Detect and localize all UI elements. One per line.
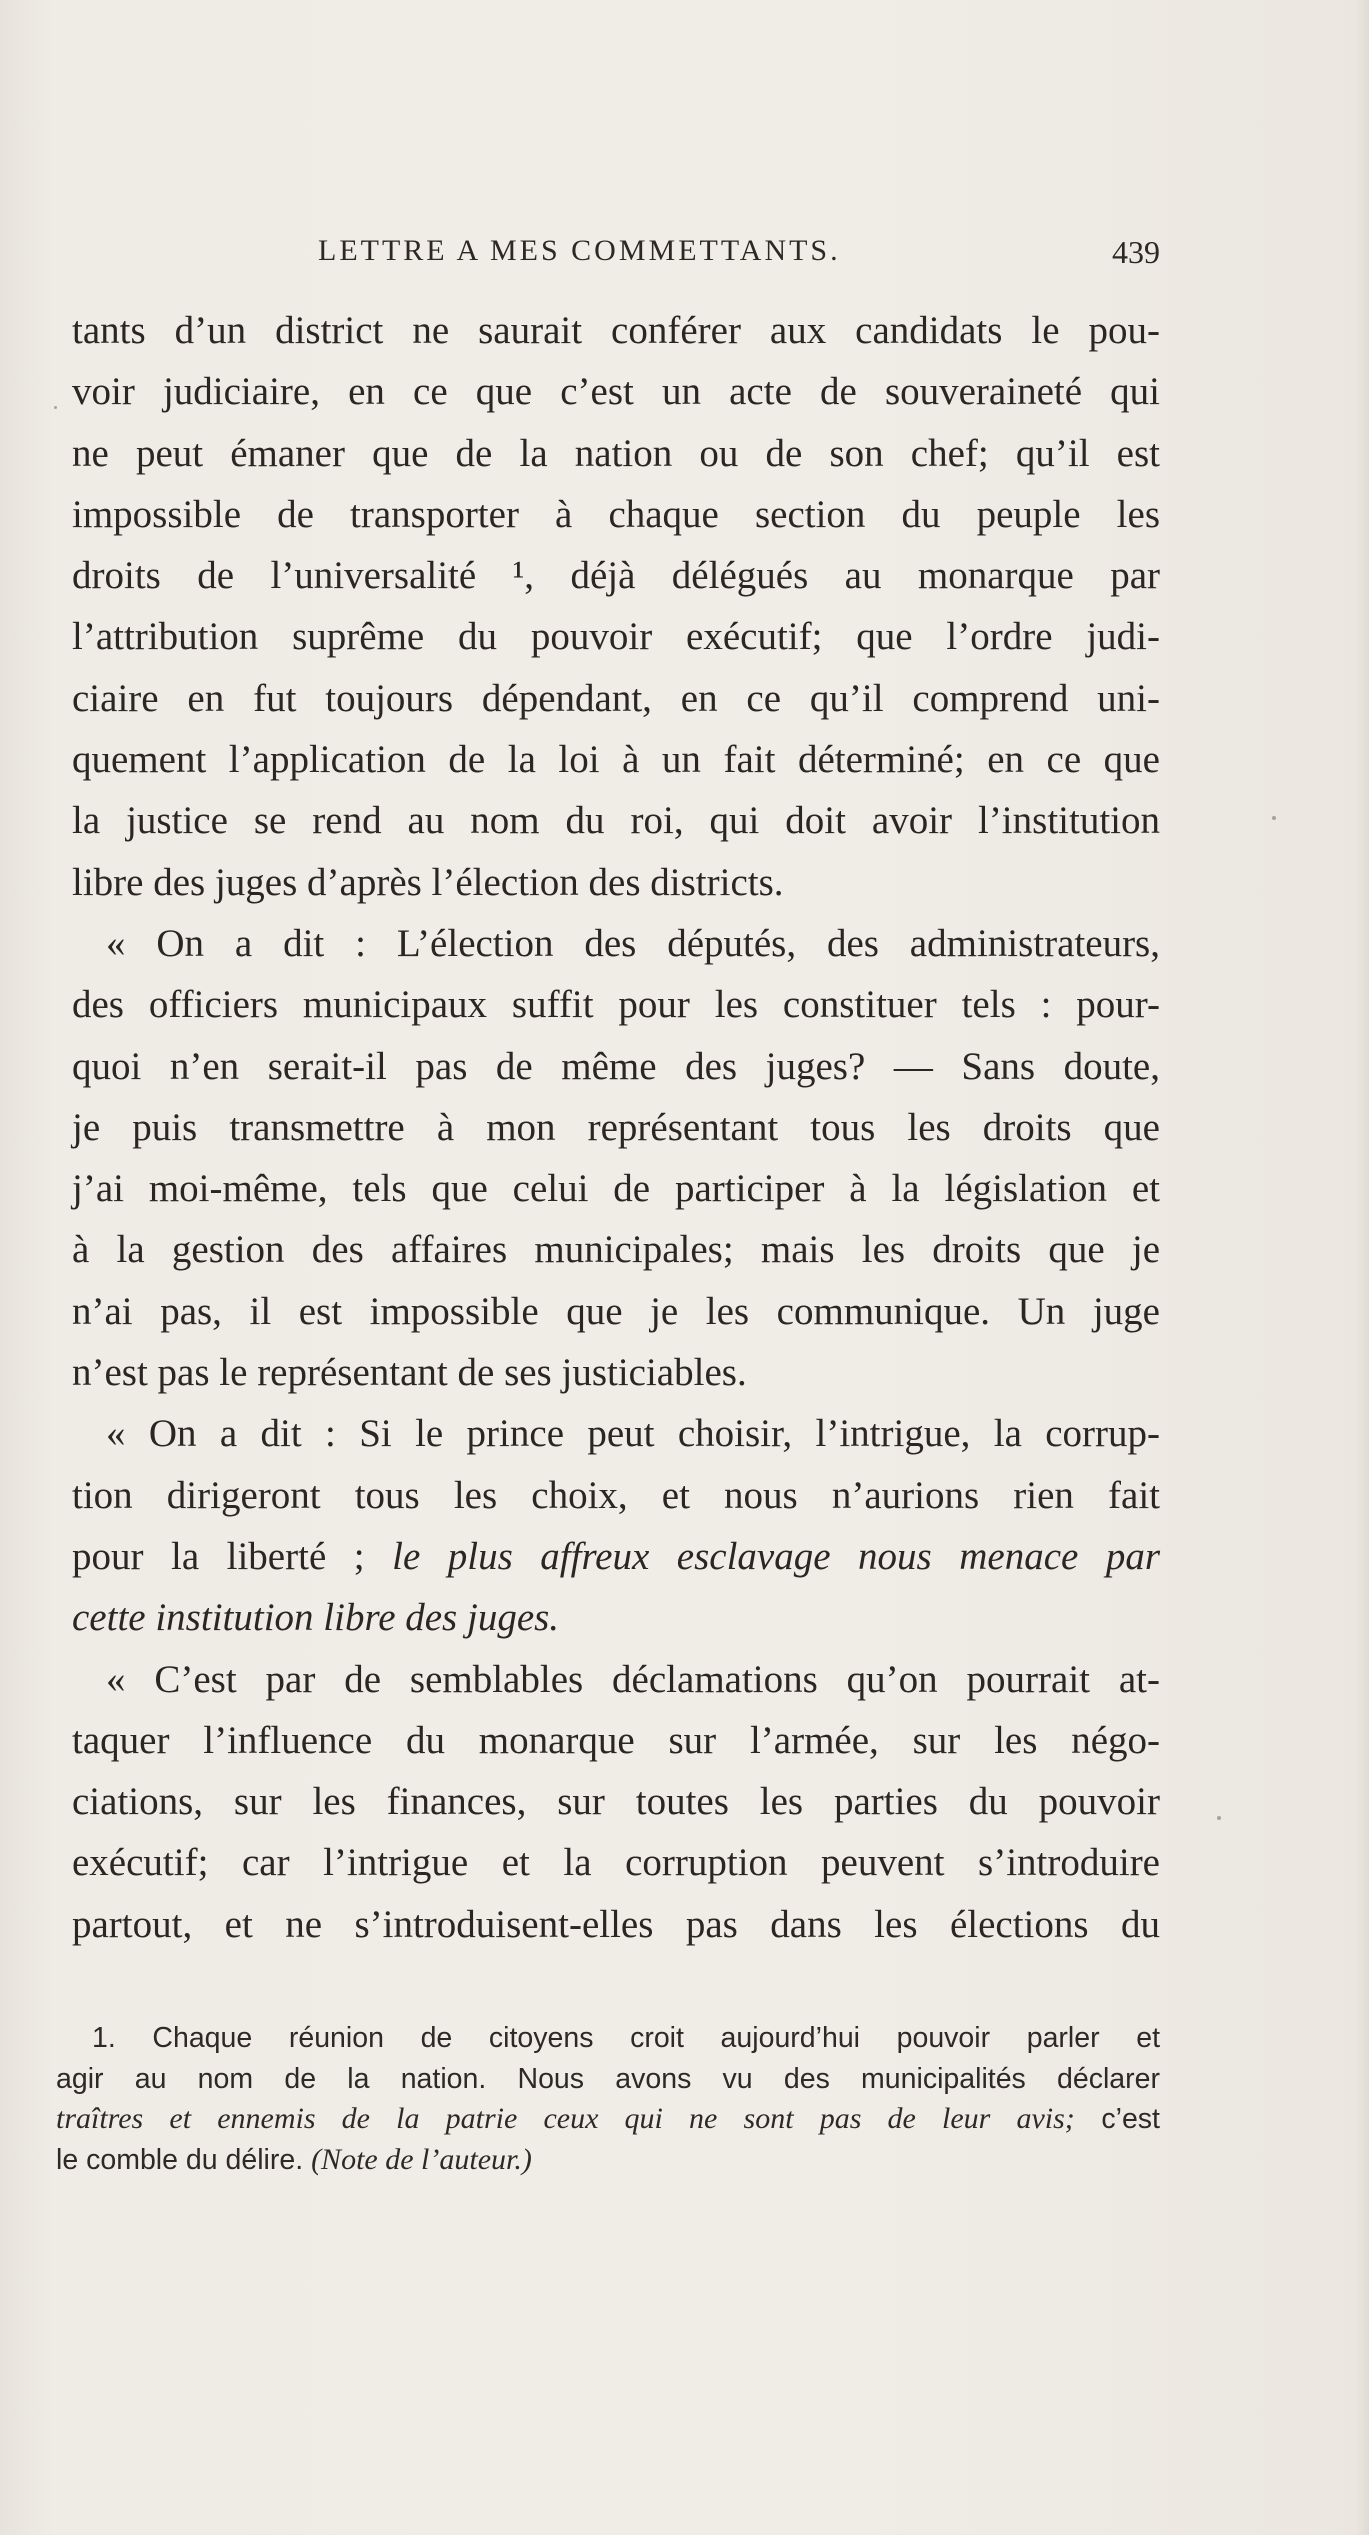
text-line: je puis transmettre à mon représentant tous les droits que xyxy=(72,1105,1160,1149)
footnotes xyxy=(56,2018,1160,2180)
text-line: quement l’application de la loi à un fait déterminé; en ce que xyxy=(72,738,1160,782)
running-head xyxy=(72,234,1160,274)
footnote-roman: le comble du délire. xyxy=(56,2143,304,2176)
text-line: la justice se rend au nom du roi, qui doit avoir l’institution xyxy=(72,799,1160,843)
text-line: taquer l’influence du monarque sur l’armée, sur les négo- xyxy=(72,1718,1160,1762)
footnote-line: agir au nom de la nation. Nous avons vu des municipalités déclarer xyxy=(56,2062,1160,2095)
text-line: à la gestion des affaires municipales; mais les droits que je xyxy=(72,1228,1160,1272)
paper-speck xyxy=(54,406,57,409)
text-line: exécutif; car l’intrigue et la corruption peuvent s’introduire xyxy=(72,1841,1160,1885)
text-line: n’ai pas, il est impossible que je les communique. Un juge xyxy=(72,1289,1160,1333)
text-line: libre des juges d’après l’élection des districts. xyxy=(72,860,784,904)
running-title: LETTRE A MES COMMETTANTS. xyxy=(318,234,841,267)
footnote-line-mixed xyxy=(56,2099,1160,2140)
footnote-roman: c’est xyxy=(1101,2103,1160,2135)
footnote-line: 1. Chaque réunion de citoyens croit aujourd’hui pouvoir parler et xyxy=(92,2022,1160,2054)
text-line: impossible de transporter à chaque section du peuple les xyxy=(72,492,1160,536)
text-line: ciations, sur les finances, sur toutes les parties du pouvoir xyxy=(72,1780,1160,1824)
text-italic: cette institution libre des juges. xyxy=(72,1596,560,1640)
text-line xyxy=(72,1587,1160,1648)
text-line: partout, et ne s’introduisent-elles pas dans les élections du xyxy=(72,1902,1160,1946)
page-number: 439 xyxy=(1112,234,1160,270)
text-line: ne peut émaner que de la nation ou de son chef; qu’il est xyxy=(72,431,1160,475)
text-line: des officiers municipaux suffit pour les constituer tels : pour- xyxy=(72,983,1160,1027)
text-line: tion dirigeront tous les choix, et nous n’aurions rien fait xyxy=(72,1473,1160,1517)
text-line: l’attribution suprême du pouvoir exécutif; que l’ordre judi- xyxy=(72,615,1160,659)
footnote-line-mixed xyxy=(56,2140,1160,2181)
footnote-note-author: (Note de l’auteur.) xyxy=(311,2142,532,2176)
paper-speck xyxy=(1217,1816,1221,1820)
text-line: voir judiciaire, en ce que c’est un acte de souveraineté qui xyxy=(72,370,1160,414)
text-line: ciaire en fut toujours dépendant, en ce qu’il comprend uni- xyxy=(72,676,1160,720)
text-line-mixed xyxy=(72,1526,1160,1587)
text-line: « On a dit : L’élection des députés, des administrateurs, xyxy=(106,921,1160,965)
text-line: n’est pas le représentant de ses justiciables. xyxy=(72,1351,747,1395)
text-roman: pour la liberté ; xyxy=(72,1534,365,1578)
paper-speck xyxy=(1272,816,1276,820)
footnote-italic: traîtres et ennemis de la patrie ceux qui ne sont pas de leur avis; xyxy=(56,2102,1075,2135)
text-line: tants d’un district ne saurait conférer aux candidats le pou- xyxy=(72,309,1160,352)
text-line: j’ai moi-même, tels que celui de participer à la législation et xyxy=(72,1167,1160,1211)
text-line: droits de l’universalité ¹, déjà délégués au monarque par xyxy=(72,554,1160,598)
page-edge-shadow xyxy=(1355,0,1369,2535)
body-text xyxy=(72,300,1160,1955)
text-line: quoi n’en serait-il pas de même des juges? — Sans doute, xyxy=(72,1044,1160,1088)
text-line: « On a dit : Si le prince peut choisir, l’intrigue, la corrup- xyxy=(106,1412,1160,1456)
text-line: « C’est par de semblables déclamations qu’on pourrait at- xyxy=(106,1657,1160,1701)
text-italic: le plus affreux esclavage nous menace par xyxy=(392,1534,1161,1578)
